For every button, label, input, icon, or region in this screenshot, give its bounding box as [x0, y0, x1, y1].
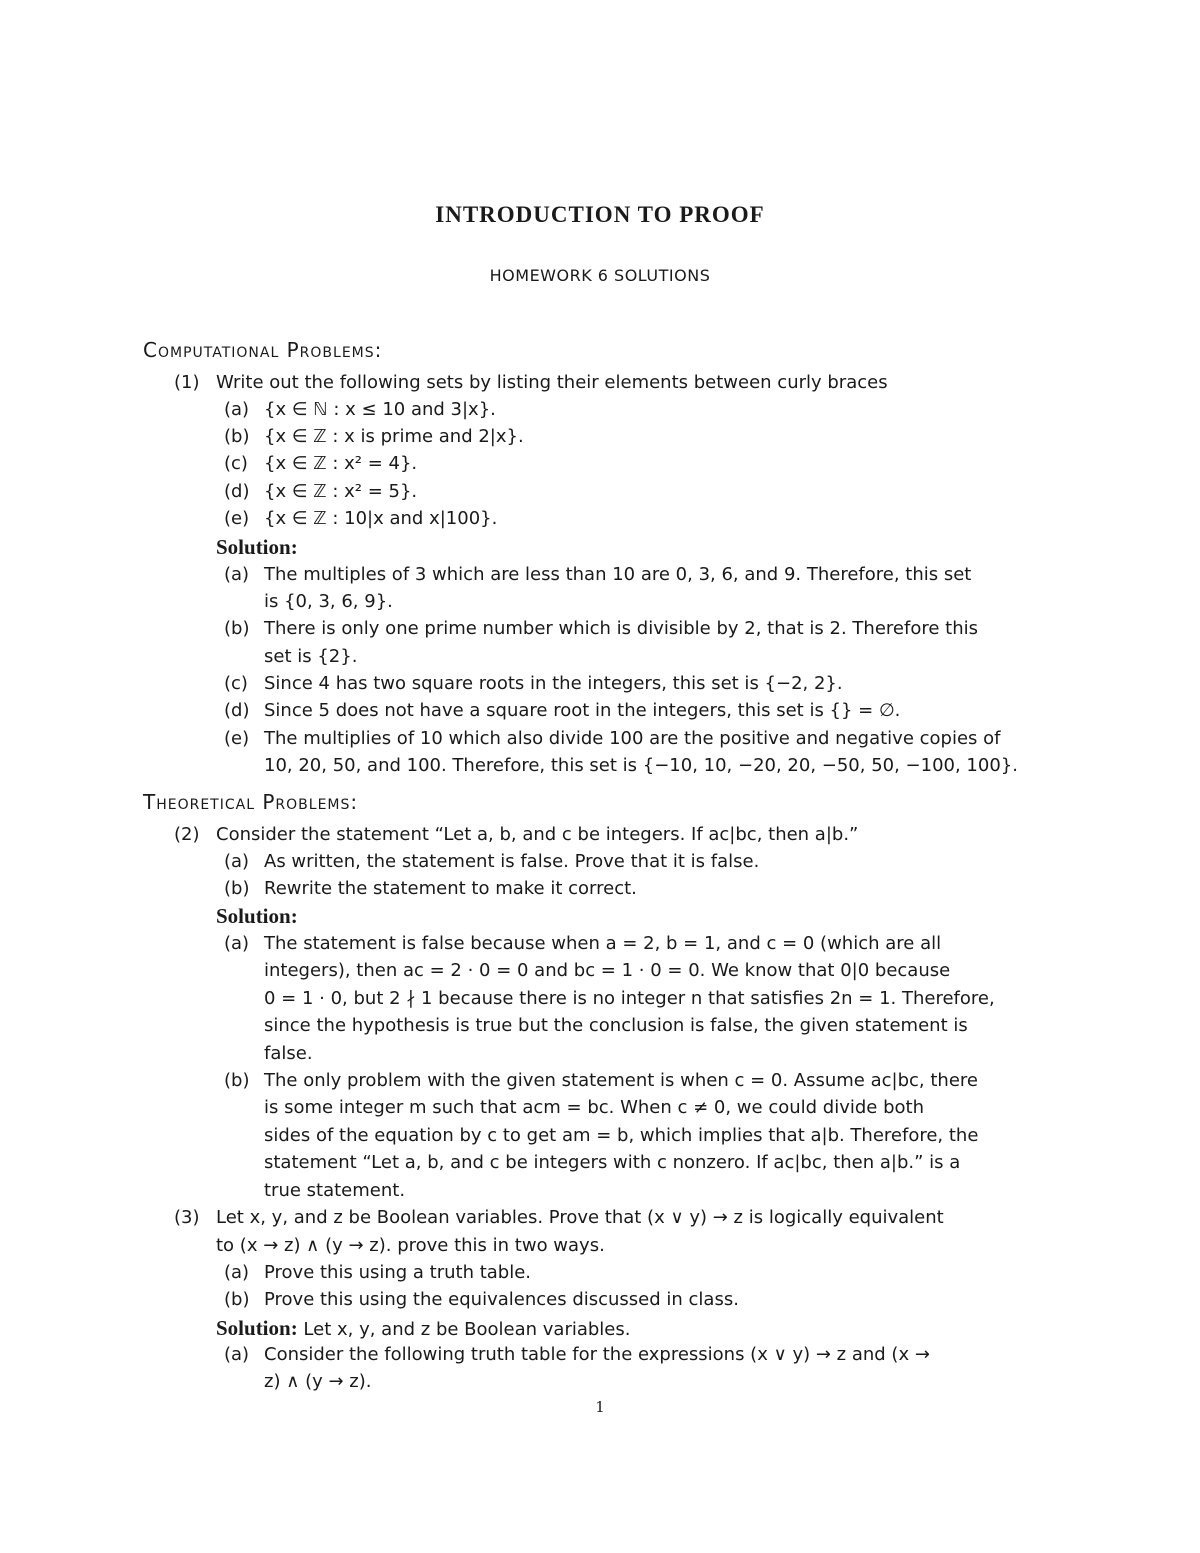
item-label: (b) [224, 426, 250, 447]
item-text: {x ∈ ℕ : x ≤ 10 and 3|x}. [264, 399, 496, 420]
item-text: Rewrite the statement to make it correct. [264, 878, 637, 899]
solution-label-line [216, 1317, 630, 1341]
item-label: (e) [224, 508, 250, 529]
solution-line: is {0, 3, 6, 9}. [264, 591, 393, 612]
problem-prompt: to (x → z) ∧ (y → z). prove this in two ways. [216, 1235, 605, 1256]
item-label: (b) [224, 1289, 250, 1310]
solution-line: The multiplies of 10 which also divide 100 are the positive and negative copies of [264, 728, 1001, 749]
solution-line: Since 4 has two square roots in the integers, this set is {−2, 2}. [264, 673, 843, 694]
item-label: (a) [224, 851, 250, 872]
item-text: {x ∈ ℤ : 10|x and x|100}. [264, 508, 498, 529]
solution-line: false. [264, 1043, 313, 1064]
solution-label: Solution: [216, 904, 298, 928]
solution-line: is some integer m such that acm = bc. When c ≠ 0, we could divide both [264, 1097, 924, 1118]
item-text: Prove this using the equivalences discussed in class. [264, 1289, 739, 1310]
item-label: (a) [224, 1262, 250, 1283]
solution-item-label: (b) [224, 618, 250, 639]
item-label: (d) [224, 481, 250, 502]
solution-line: z) ∧ (y → z). [264, 1371, 372, 1392]
problem-prompt: Write out the following sets by listing their elements between curly braces [216, 372, 888, 393]
item-text: {x ∈ ℤ : x is prime and 2|x}. [264, 426, 524, 447]
page-number: 1 [595, 1398, 605, 1416]
item-text: Prove this using a truth table. [264, 1262, 532, 1283]
item-label: (b) [224, 878, 250, 899]
problem-number: (1) [174, 372, 200, 393]
solution-line: 0 = 1 · 0, but 2 ∤ 1 because there is no integer n that satisfies 2n = 1. Therefore, [264, 988, 995, 1009]
solution-line: Consider the following truth table for the expressions (x ∨ y) → z and (x → [264, 1344, 930, 1365]
solution-item-label: (a) [224, 933, 250, 954]
solution-item-label: (c) [224, 673, 248, 694]
solution-line: The statement is false because when a = 2, b = 1, and c = 0 (which are all [264, 933, 942, 954]
solution-line: There is only one prime number which is divisible by 2, that is 2. Therefore this [264, 618, 978, 639]
document-subtitle: HOMEWORK 6 SOLUTIONS [489, 266, 711, 285]
solution-intro: Let x, y, and z be Boolean variables. [297, 1319, 631, 1340]
problem-prompt: Consider the statement “Let a, b, and c be integers. If ac|bc, then a|b.” [216, 824, 859, 845]
document-title: INTRODUCTION TO PROOF [435, 202, 765, 227]
solution-item-label: (e) [224, 728, 250, 749]
problem-number: (2) [174, 824, 200, 845]
solution-label: Solution: [216, 1316, 298, 1340]
item-label: (c) [224, 453, 248, 474]
solution-line: set is {2}. [264, 646, 358, 667]
solution-line: sides of the equation by c to get am = b, which implies that a|b. Therefore, the [264, 1125, 979, 1146]
solution-item-label: (d) [224, 700, 250, 721]
solution-line: The only problem with the given statement is when c = 0. Assume ac|bc, there [264, 1070, 978, 1091]
section-heading-theoretical: Theoretical Problems: [143, 790, 359, 814]
solution-label: Solution: [216, 535, 298, 559]
solution-item-label: (a) [224, 564, 250, 585]
item-text: As written, the statement is false. Prove that it is false. [264, 851, 760, 872]
section-heading-computational: Computational Problems: [143, 338, 383, 362]
item-text: {x ∈ ℤ : x² = 5}. [264, 481, 418, 502]
solution-line: statement “Let a, b, and c be integers with c nonzero. If ac|bc, then a|b.” is a [264, 1152, 961, 1173]
solution-line: 10, 20, 50, and 100. Therefore, this set is {−10, 10, −20, 20, −50, 50, −100, 100}. [264, 755, 1018, 776]
problem-number: (3) [174, 1207, 200, 1228]
solution-line: true statement. [264, 1180, 406, 1201]
item-text: {x ∈ ℤ : x² = 4}. [264, 453, 418, 474]
solution-line: Since 5 does not have a square root in the integers, this set is {} = ∅. [264, 700, 901, 721]
solution-line: integers), then ac = 2 · 0 = 0 and bc = 1 · 0 = 0. We know that 0|0 because [264, 960, 951, 981]
solution-item-label: (a) [224, 1344, 250, 1365]
problem-prompt: Let x, y, and z be Boolean variables. Prove that (x ∨ y) → z is logically equivalent [216, 1207, 944, 1228]
item-label: (a) [224, 399, 250, 420]
solution-line: since the hypothesis is true but the conclusion is false, the given statement is [264, 1015, 968, 1036]
solution-item-label: (b) [224, 1070, 250, 1091]
solution-line: The multiples of 3 which are less than 10 are 0, 3, 6, and 9. Therefore, this set [264, 564, 972, 585]
